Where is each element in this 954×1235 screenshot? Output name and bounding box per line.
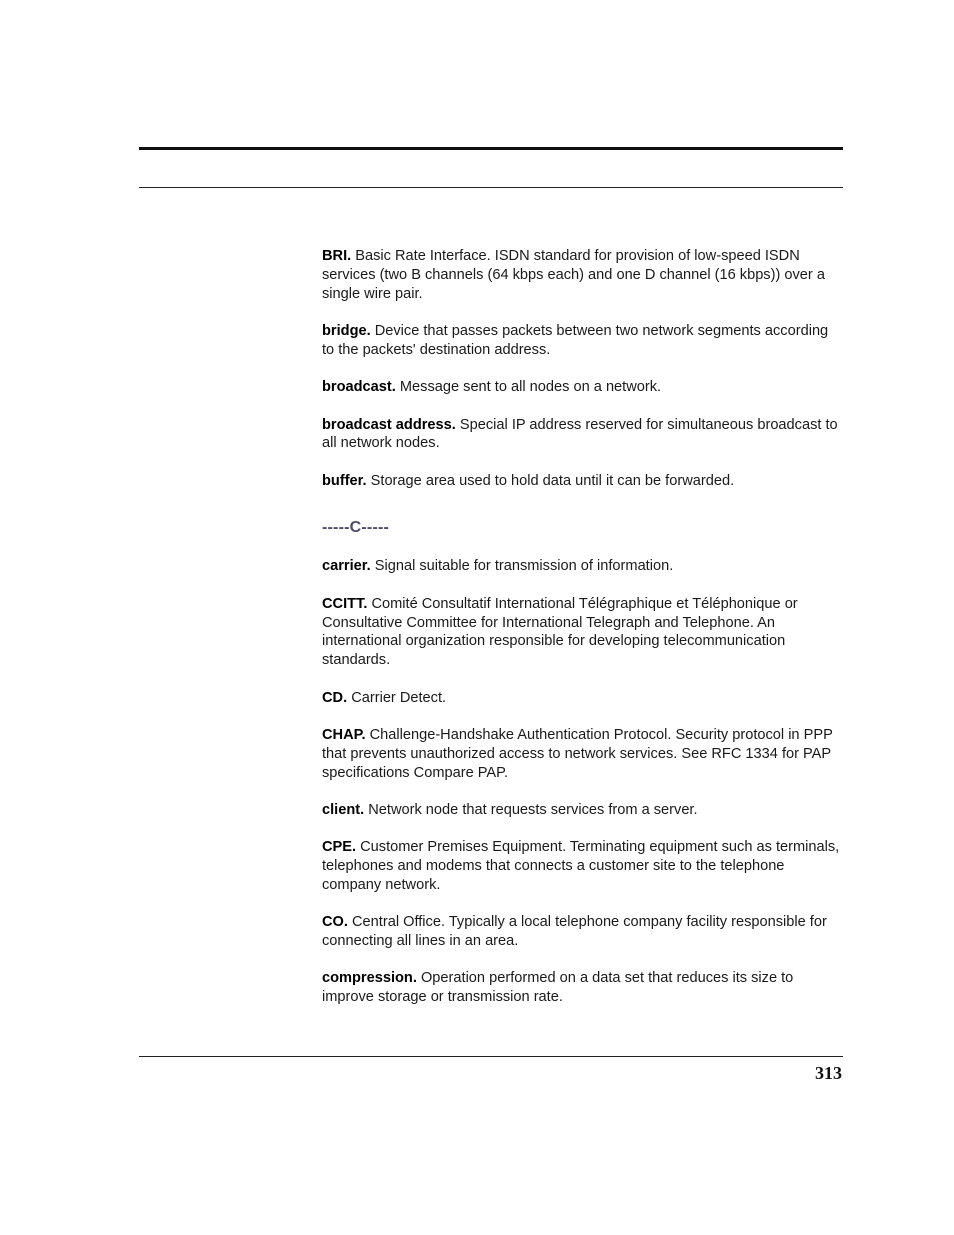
glossary-term: CD.	[322, 689, 348, 706]
glossary-definition: Special IP address reserved for simultaneous broadcast to all network nodes.	[322, 416, 838, 452]
glossary-entry-broadcast	[322, 378, 844, 397]
glossary-definition: Storage area used to hold data until it can be forwarded.	[370, 472, 735, 489]
glossary-term: compression.	[322, 970, 417, 987]
glossary-entry-cd	[322, 689, 844, 708]
glossary-entry-carrier	[322, 557, 844, 576]
glossary-term: CHAP.	[322, 726, 366, 743]
glossary-term: bridge.	[322, 322, 371, 339]
glossary-term: CPE.	[322, 839, 357, 856]
glossary-term: CCITT.	[322, 595, 368, 612]
glossary-entry-ccitt	[322, 595, 844, 670]
glossary-definition: Challenge-Handshake Authentication Protocol. Security protocol in PPP that prevents unauthorized access to network services. See RFC 1334 for PAP specifications Compare PAP.	[322, 726, 833, 781]
page-number: 313	[815, 1063, 842, 1083]
glossary-term: carrier.	[322, 558, 371, 575]
glossary-definition: Basic Rate Interface. ISDN standard for provision of low-speed ISDN services (two B channels (64 kbps each) and one D channel (16 kbps)) over a single wire pair.	[322, 248, 825, 302]
glossary-definition: Central Office. Typically a local telephone company facility responsible for connecting all lines in an area.	[322, 914, 827, 950]
glossary-term: broadcast address.	[322, 416, 456, 433]
glossary-definition: Network node that requests services from a server.	[368, 801, 698, 818]
glossary-definition: Comité Consultatif International Télégraphique et Téléphonique or Consultative Committee for International Telegraph and Telephone. An international organization responsible for developing telecommunication standards.	[322, 595, 798, 669]
section-heading-c: -----C-----	[322, 518, 390, 536]
footer-rule	[139, 1056, 843, 1057]
glossary-term: BRI.	[322, 248, 352, 264]
glossary-entry-buffer	[322, 472, 844, 491]
glossary-definition: Operation performed on a data set that reduces its size to improve storage or transmission rate.	[322, 970, 794, 1006]
glossary-definition: Signal suitable for transmission of information.	[374, 558, 674, 575]
glossary-entry-broadcast-address	[322, 416, 844, 454]
glossary-entry-bri	[322, 247, 844, 303]
glossary-term: broadcast.	[322, 379, 396, 396]
glossary-entry-client	[322, 801, 844, 820]
header-rule-thick	[139, 147, 843, 150]
glossary-definition: Customer Premises Equipment. Terminating equipment such as terminals, telephones and modems that connects a customer site to the telephone company network.	[322, 839, 840, 893]
glossary-term: CO.	[322, 914, 348, 931]
header-rule-thin	[139, 187, 843, 188]
glossary-entry-chap	[322, 726, 844, 782]
glossary-entry-co	[322, 913, 844, 951]
glossary-entry-compression	[322, 969, 844, 1007]
glossary-definition: Device that passes packets between two network segments according to the packets' destination address.	[322, 322, 829, 358]
glossary-term: client.	[322, 801, 365, 818]
glossary-definition: Carrier Detect.	[351, 689, 447, 706]
glossary-content	[322, 247, 844, 1026]
glossary-term: buffer.	[322, 472, 367, 489]
glossary-entry-cpe	[322, 838, 844, 894]
glossary-definition: Message sent to all nodes on a network.	[399, 379, 662, 396]
glossary-entry-bridge	[322, 322, 844, 360]
